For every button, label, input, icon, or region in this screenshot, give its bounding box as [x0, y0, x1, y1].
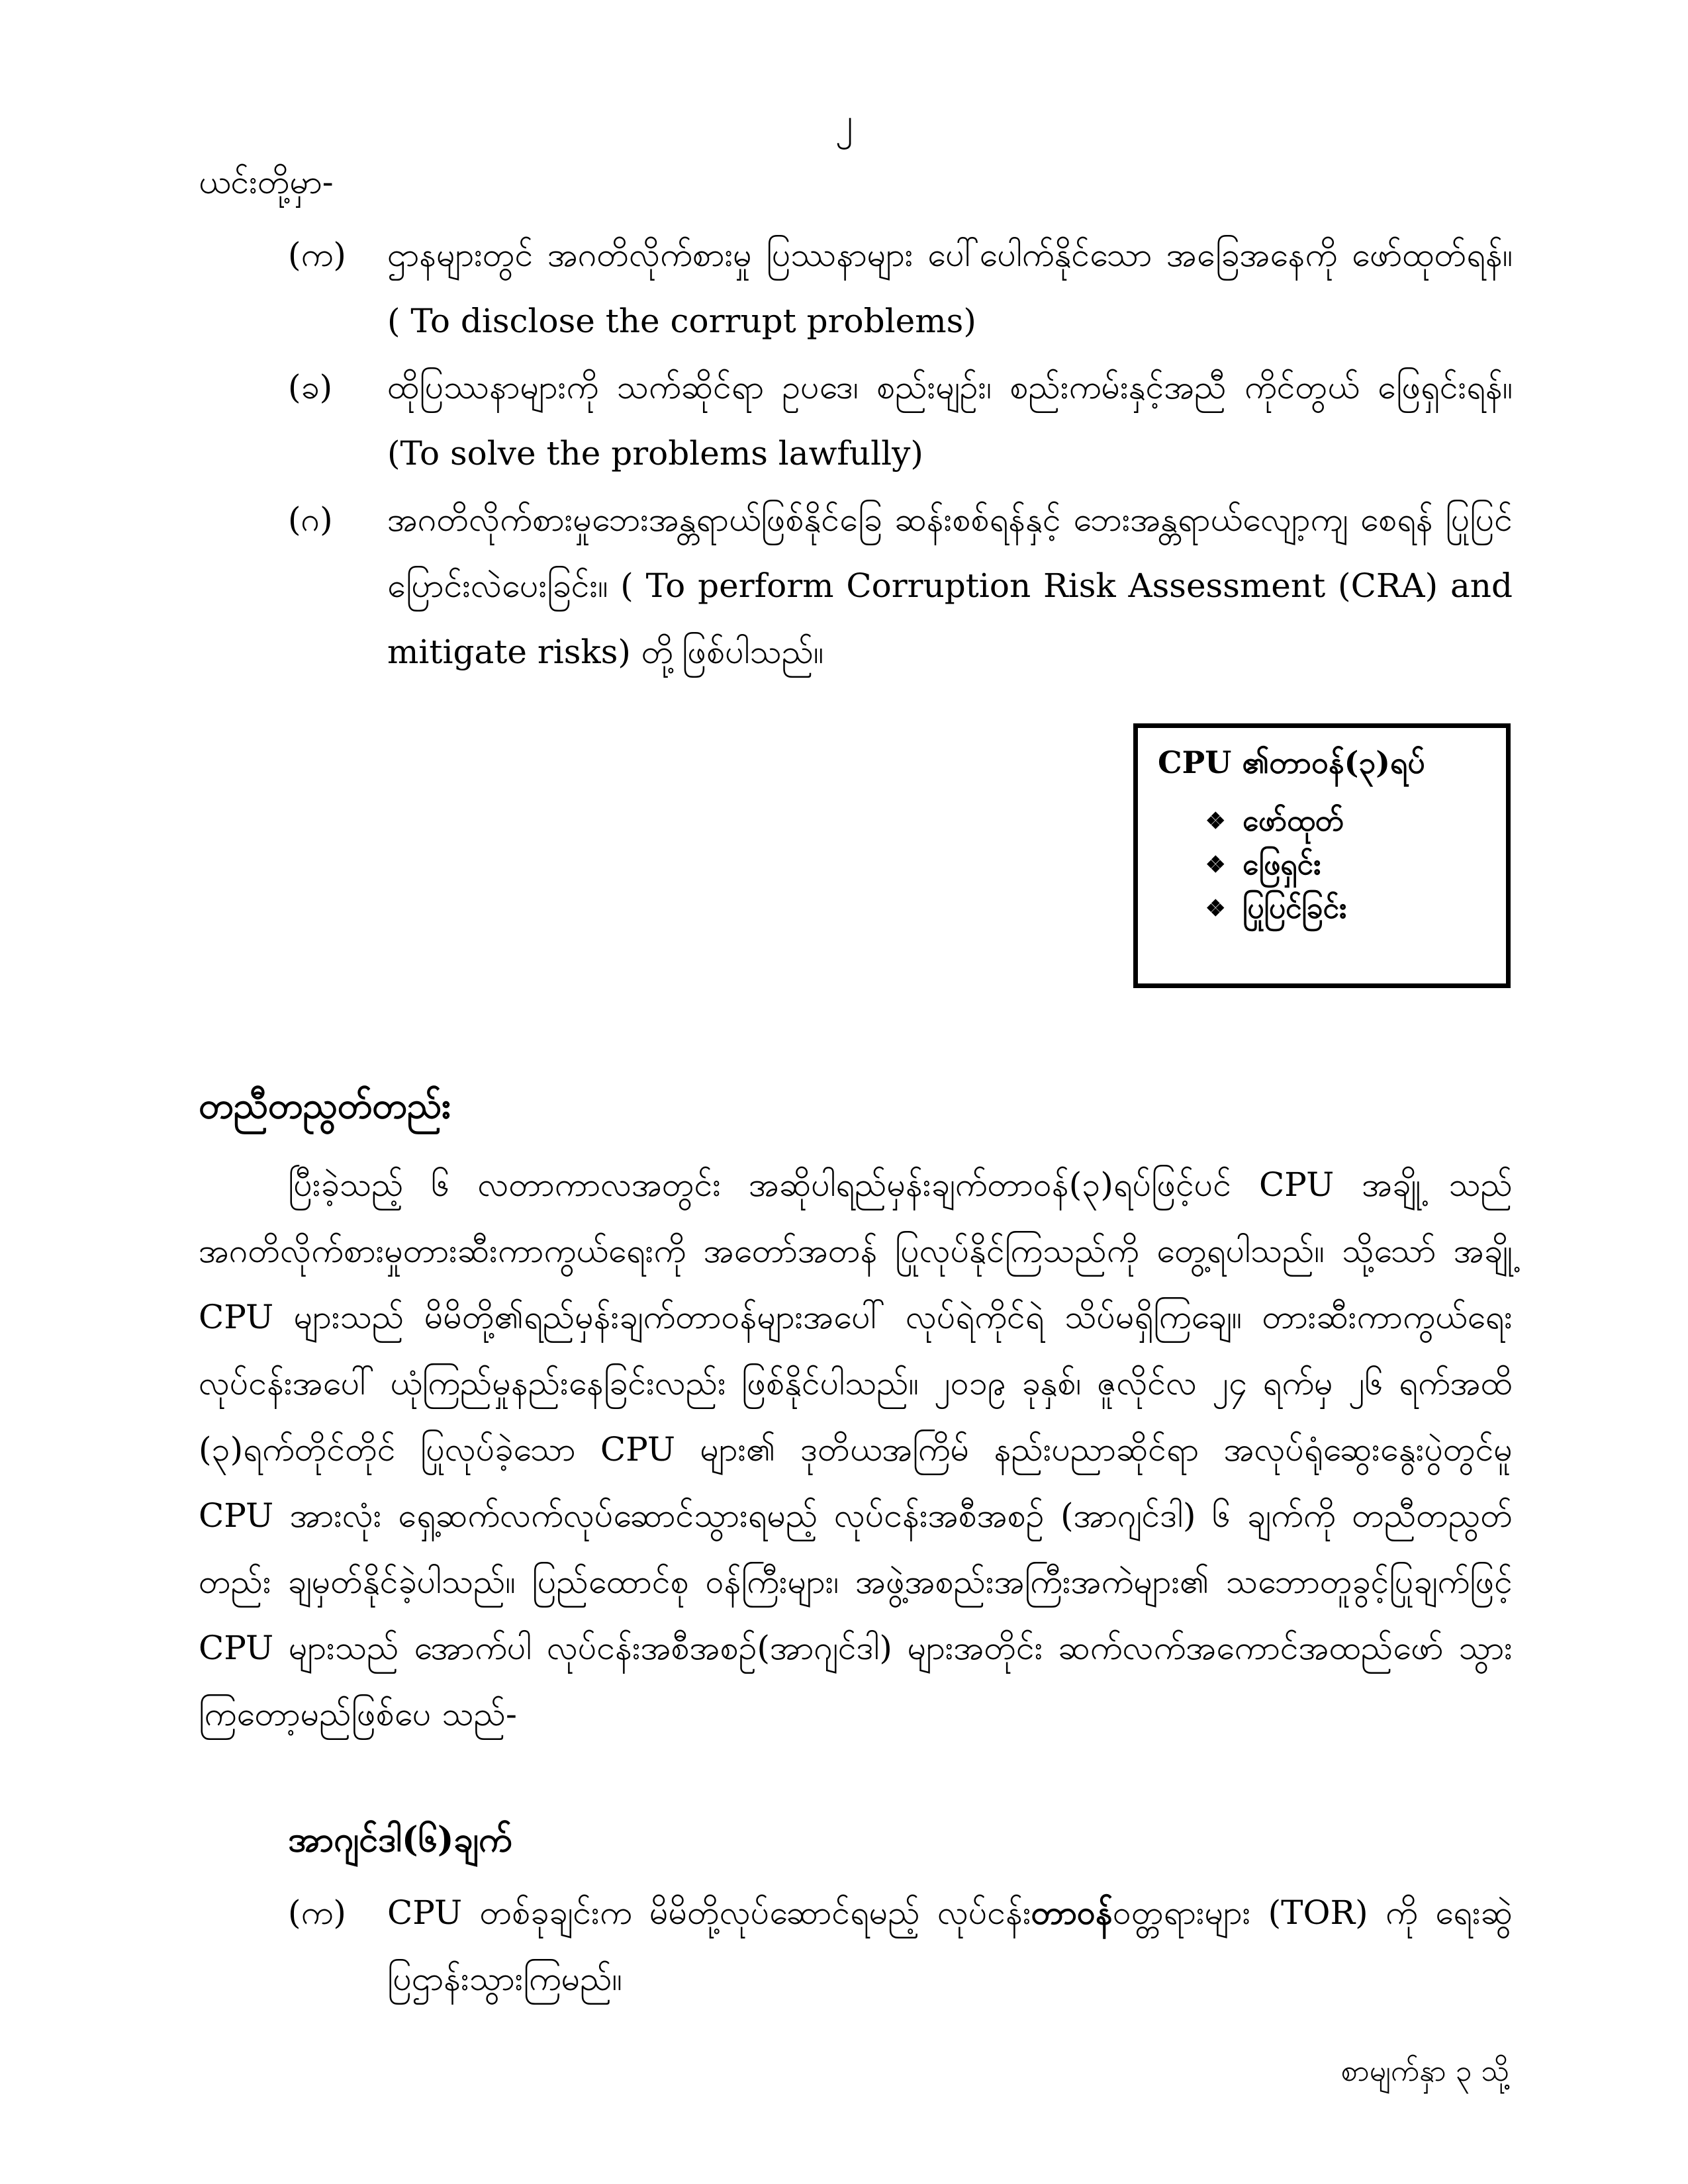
- cpu-roles-box: [1133, 723, 1511, 988]
- agenda-text-before: CPU တစ်ခုချင်းက မိမိတို့လုပ်ဆောင်ရမည့် လုပ်ငန်း: [387, 1893, 1031, 1932]
- role-item: [1205, 887, 1486, 931]
- body-paragraph: ပြီးခဲ့သည့် ၆ လတာကာလအတွင်း အဆိုပါရည်မှန်းချက်တာဝန်(၃)ရပ်ဖြင့်ပင် CPU အချို့ သည် အဂတိလိုက်စားမှုတားဆီးကာကွယ်ရေးကို အတော်အတန် ပြုလုပ်နိုင်ကြသည်ကို တွေ့ရပါသည်။ သို့သော် အချို့ CPU များသည် မိမိတို့၏ရည်မှန်းချက်တာဝန်များအပေါ် လုပ်ရဲကိုင်ရဲ သိပ်မရှိကြချေ။ တားဆီးကာကွယ်ရေးလုပ်ငန်းအပေါ် ယုံကြည်မှုနည်းနေခြင်းလည်း ဖြစ်နိုင်ပါသည်။ ၂၀၁၉ ခုနှစ်၊ ဇူလိုင်လ ၂၄ ရက်မှ ၂၆ ရက်အထိ (၃)ရက်တိုင်တိုင် ပြုလုပ်ခဲ့သော CPU များ၏ ဒုတိယအကြိမ် နည်းပညာဆိုင်ရာ အလုပ်ရုံဆွေးနွေးပွဲတွင်မူ CPU အားလုံး ရှေ့ဆက်လက်လုပ်ဆောင်သွားရမည့် လုပ်ငန်းအစီအစဉ် (အာဂျင်ဒါ) ၆ ချက်ကို တညီတညွတ်တည်း ချမှတ်နိုင်ခဲ့ပါသည်။ ပြည်ထောင်စု ဝန်ကြီးများ၊ အဖွဲ့အစည်းအကြီးအကဲများ၏ သဘောတူခွင့်ပြုချက်ဖြင့် CPU များသည် အောက်ပါ လုပ်ငန်းအစီအစဉ်(အာဂျင်ဒါ) များအတိုင်း ဆက်လက်အကောင်အထည်ဖော် သွားကြတော့မည်ဖြစ်ပေ သည်-: [199, 1165, 1513, 1733]
- intro-text: ယင်းတို့မှာ-: [199, 163, 334, 201]
- list-text: အဂတိလိုက်စားမှုဘေးအန္တရာယ်ဖြစ်နိုင်ခြေ ဆန်းစစ်ရန်နှင့် ဘေးအန္တရာယ်လျော့ကျ စေရန် ပြုပြင်ပြောင်းလဲပေးခြင်း။ ( To perform Corruption Risk Assessment (CRA) and mitigate risks) တို့ဖြစ်ပါသည်။: [387, 500, 1513, 671]
- role-item: [1205, 843, 1486, 887]
- diamond-bullet-icon: ❖: [1205, 808, 1226, 835]
- section-heading: တညီတညွတ်တည်း: [199, 1084, 451, 1126]
- agenda-text-bold: တာဝန်: [1031, 1893, 1113, 1932]
- page-footer: စာမျက်နှာ ၃ သို့: [1340, 2054, 1509, 2088]
- box-title: CPU ၏တာဝန်(၃)ရပ်: [1158, 745, 1425, 780]
- list-text: [387, 1880, 1513, 2012]
- diamond-bullet-icon: ❖: [1205, 852, 1226, 878]
- list-text: ထိုပြဿနာများကို သက်ဆိုင်ရာ ဥပဒေ၊ စည်းမျဉ်း၊ စည်းကမ်းနှင့်အညီ ကိုင်တွယ် ဖြေရှင်းရန်။ (To solve the problems lawfully): [387, 368, 1513, 473]
- list-marker: (ခ): [288, 368, 333, 406]
- list-marker: (ဂ): [288, 500, 333, 539]
- role-label: ပြုပြင်ခြင်း: [1243, 891, 1347, 925]
- page-number: ၂: [835, 101, 853, 142]
- list-text: ဌာနများတွင် အဂတိလိုက်စားမှု ပြဿနာများ ပေါ်ပေါက်နိုင်သော အခြေအနေကို ဖော်ထုတ်ရန်။ ( To disclose the corrupt problems): [387, 236, 1513, 340]
- diamond-bullet-icon: ❖: [1205, 895, 1226, 922]
- roles-list: [1205, 799, 1486, 931]
- list-marker: (က): [288, 236, 346, 274]
- role-label: ဖော်ထုတ်: [1243, 804, 1344, 838]
- list-marker: (က): [288, 1893, 346, 1932]
- agenda-heading: အာဂျင်ဒါ(၆)ချက်: [288, 1819, 512, 1860]
- role-label: ဖြေရှင်း: [1243, 848, 1321, 882]
- role-item: [1205, 799, 1486, 843]
- agenda-text-after: ဝတ္တရားများ (TOR) ကို ရေးဆွဲပြဌာန်းသွားကြမည်။: [387, 1893, 1513, 1998]
